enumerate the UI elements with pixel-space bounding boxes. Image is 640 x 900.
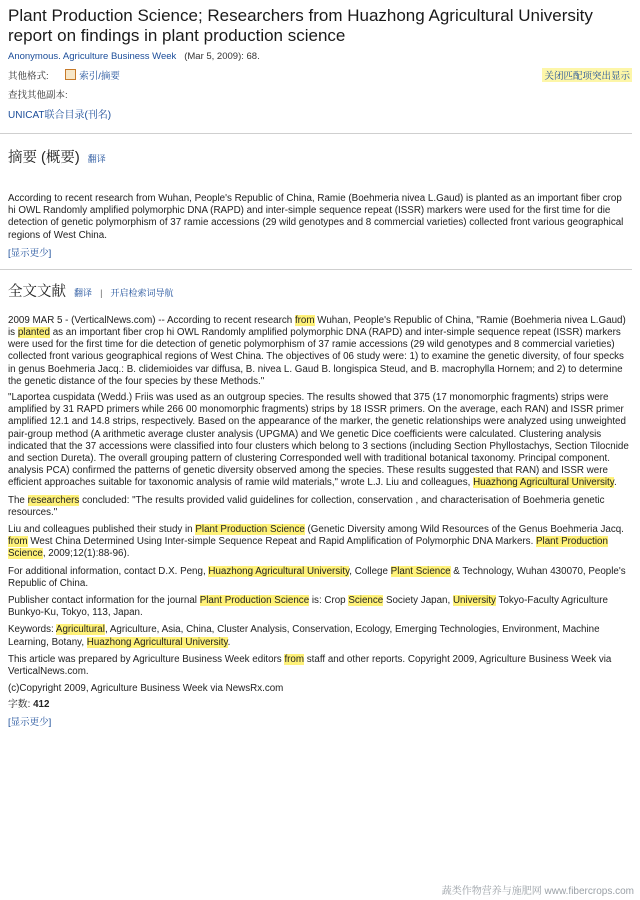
- abstract-show-less-link[interactable]: [显示更少]: [8, 247, 52, 259]
- close-highlight-link[interactable]: 关闭匹配项突出显示: [542, 68, 632, 82]
- abstract-heading: 摘要 (概要) 翻译: [8, 150, 106, 166]
- abstract-text: According to recent research from Wuhan, People's Republic of China, Ramie (Boehmeria nivea L.Gaud) is planted as an important fiber crop hi OWL Randomly amplified polymorphic DNA (RAPD) and inter-simple sequence repeat (ISSR) markers were used for the first time for die detection of genetic polymorphism of 37 ramie accessions (29 wild genotypes and 8 commercial varieties) collected front various geographical regions of West China.: [8, 193, 624, 241]
- word-count: 字数: 412: [8, 698, 50, 710]
- fulltext-paragraph: This article was prepared by Agriculture Business Week editors from staff and other reports. Copyright 2009, Agriculture Business Week via VerticalNews.com.: [8, 653, 612, 678]
- other-formats-label: 其他格式:: [8, 71, 49, 82]
- other-formats-row: [8, 68, 632, 81]
- fulltext-paragraph: The researchers concluded: "The results provided valid guidelines for collection, conservation , and characterisation of Boehmeria genetic resources.": [8, 494, 605, 518]
- term-navigation-link[interactable]: 开启检索词导航: [110, 287, 174, 298]
- source-link[interactable]: Anonymous. Agriculture Business Week: [8, 51, 177, 62]
- article-meta: [8, 51, 632, 62]
- fulltext-show-less: [8, 714, 632, 728]
- fulltext-paragraph: 2009 MAR 5 - (VerticalNews.com) -- According to recent research from Wuhan, People's Republic of China, "Ramie (Boehmeria nivea L.Gaud) is planted as an important fiber crop hi OWL Randomly amplified polymorphic DNA (RAPD) and inter-simple sequence repeat (ISSR) markers were used for the first time for die detection of genetic polymorphism of 37 ramie accessions (29 wild genotypes and 8 commercial varieties) collected front various geographical regions of West China. The objectives of 06 study were: 1) to examine the genetic diversity, of four specks in genus Boehmeria Jacq.: B. clidemioides var diffusa, B. nivea L. Gaud B. longispica Steud, and B. macrophylla Hornem; and 2) to determine the genetic distance of the four species by these Methods.": [8, 314, 626, 387]
- unicat-link[interactable]: UNICAT联合目录(刊名): [8, 110, 112, 121]
- fulltext-paragraph: "Laportea cuspidata (Wedd.) Friis was used as an outgroup species. The results showed that 375 (17 monomorphic fragments) strips were amplified by 31 RAPD primers while 266 00 monomorphic fragments) strips by 18 ISSR primers. On the average, each RAN) and ISSR primer amplified 12.1 and 14.8 strips, respectively. Based on the appearance of the marker, the genetic relationships were analyzed using unweighted pair-group method (A arithmetic average cluster analysis (UPGMA) and We genetic Dice coefficients were calculated. Clustering analysis indicated that the 37 accessions were classified into four clusters which belong to 3 sections (including Section Phyllostachys, Section Tilocnide and section Dureta). The overall grouping pattern of clustering Corresponded well with traditional botanical taxonomy. Principal component. analysis PCA) confirmed the patterns of genetic diversity observed among the species. These results suggested that RAN) and ISSR were efficient approaches suitable for taxonomic analysis of ramie wild materials," wrote L.J. Liu and colleagues, Huazhong Agricultural University.: [8, 392, 629, 489]
- copyright-line: (c)Copyright 2009, Agriculture Business Week via NewsRx.com: [8, 683, 284, 695]
- fulltext-paragraph: Liu and colleagues published their study in Plant Production Science (Genetic Diversity among Wild Resources of the Genus Boehmeria Jacq. from West China Determined Using Inter-simple Sequence Repeat and Rapid Amplification of Polymorphic DNA Markers. Plant Production Science, 2009;12(1):88-96).: [8, 524, 624, 560]
- fulltext-paragraph: For additional information, contact D.X. Peng, Huazhong Agricultural University, College Plant Science & Technology, Wuhan 430070, People's Republic of China.: [8, 565, 626, 589]
- date-pages: (Mar 5, 2009): 68.: [184, 51, 260, 62]
- abstract-translate-link[interactable]: 翻译: [87, 154, 106, 164]
- article-container: [8, 6, 632, 728]
- fulltext-heading: 全文文献 翻译 | 开启检索词导航: [8, 283, 174, 300]
- divider: [0, 269, 632, 270]
- find-copy-label: 查找其他副本:: [8, 90, 68, 101]
- abstract-show-less: [8, 245, 632, 259]
- fulltext-translate-link[interactable]: 翻译: [74, 287, 93, 298]
- divider: [0, 133, 632, 134]
- fulltext-paragraph: Publisher contact information for the journal Plant Production Science is: Crop Science Society Japan, University Tokyo-Faculty Agriculture Bunkyo-Ku, Tokyo, 113, Japan.: [8, 595, 608, 619]
- unicat-row: [8, 106, 632, 121]
- document-icon: [65, 69, 76, 80]
- watermark: 蔬类作物营养与施肥网 www.fibercrops.com: [441, 886, 634, 897]
- find-copy-row: [8, 87, 632, 100]
- article-title: Plant Production Science; Researchers from Huazhong Agricultural University report on findings in plant production science: [8, 6, 593, 45]
- fulltext-paragraph: Keywords: Agricultural, Agriculture, Asia, China, Cluster Analysis, Conservation, Ecology, Emerging Technologies, Environment, Machine Learning, Botany, Huazhong Agricultural University.: [8, 624, 600, 648]
- fulltext-show-less-link[interactable]: [显示更少]: [8, 716, 52, 728]
- abstract-format-link[interactable]: 索引/摘要: [79, 71, 120, 82]
